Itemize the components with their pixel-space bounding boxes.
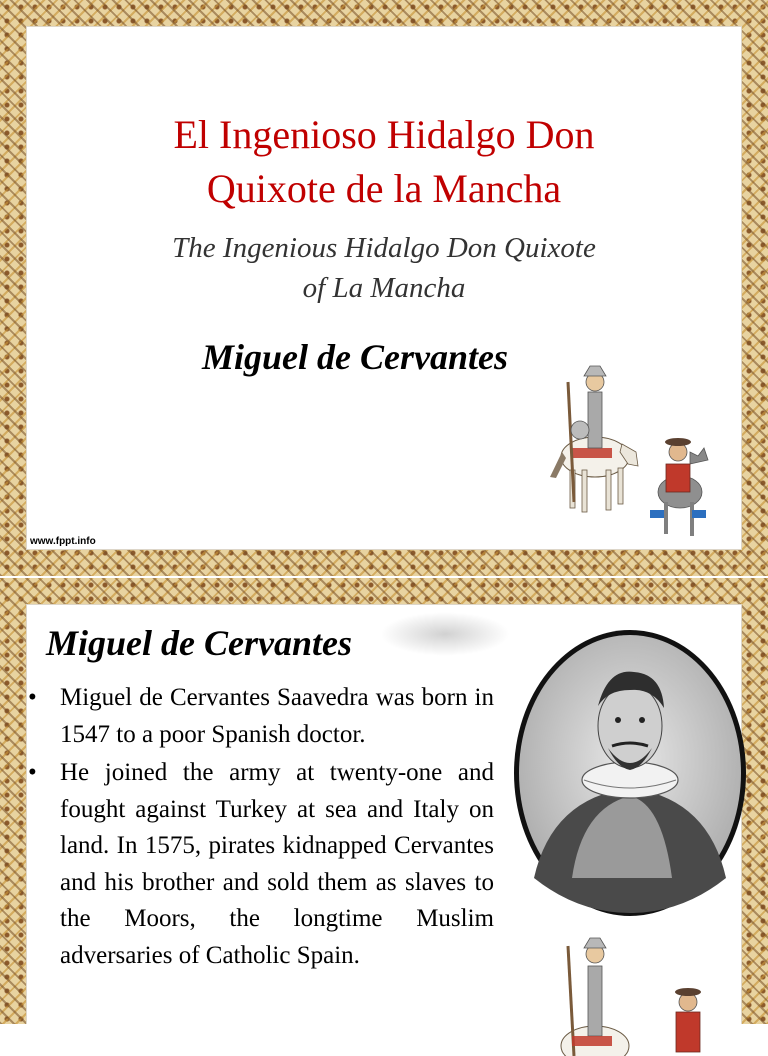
bullet-icon: •	[28, 684, 37, 711]
slide-subtitle-line-1: The Ingenious Hidalgo Don Quixote	[172, 232, 596, 264]
don-quixote-sancho-illustration-small	[540, 926, 730, 1056]
watermark: www.fppt.info	[30, 536, 96, 547]
bullet-icon: •	[28, 759, 37, 786]
list-item	[26, 755, 494, 974]
bullet-text: He joined the army at twenty-one and fought against Turkey at sea and Italy on land. In 1575, pirates kidnapped Cervantes and his brother and sold them as slaves to the Moors, the longtime Muslim adversaries of Catholic Spain.	[60, 759, 494, 969]
bullet-text: Miguel de Cervantes Saavedra was born in 1547 to a poor Spanish doctor.	[60, 684, 494, 748]
don-quixote-sancho-illustration	[540, 352, 730, 542]
slide-heading: Miguel de Cervantes	[46, 623, 352, 663]
slide-subtitle	[0, 228, 768, 308]
list-item	[26, 680, 494, 753]
heading-shadow	[380, 612, 510, 656]
slide-title-line-2: Quixote de la Mancha	[206, 166, 562, 211]
cervantes-portrait	[512, 628, 748, 918]
slide-subtitle-line-2: of La Mancha	[302, 272, 466, 304]
slide-title	[0, 108, 768, 216]
bullet-list	[26, 680, 494, 974]
author-name: Miguel de Cervantes	[202, 337, 508, 377]
slide-title-line-1: El Ingenioso Hidalgo Don	[173, 112, 595, 157]
